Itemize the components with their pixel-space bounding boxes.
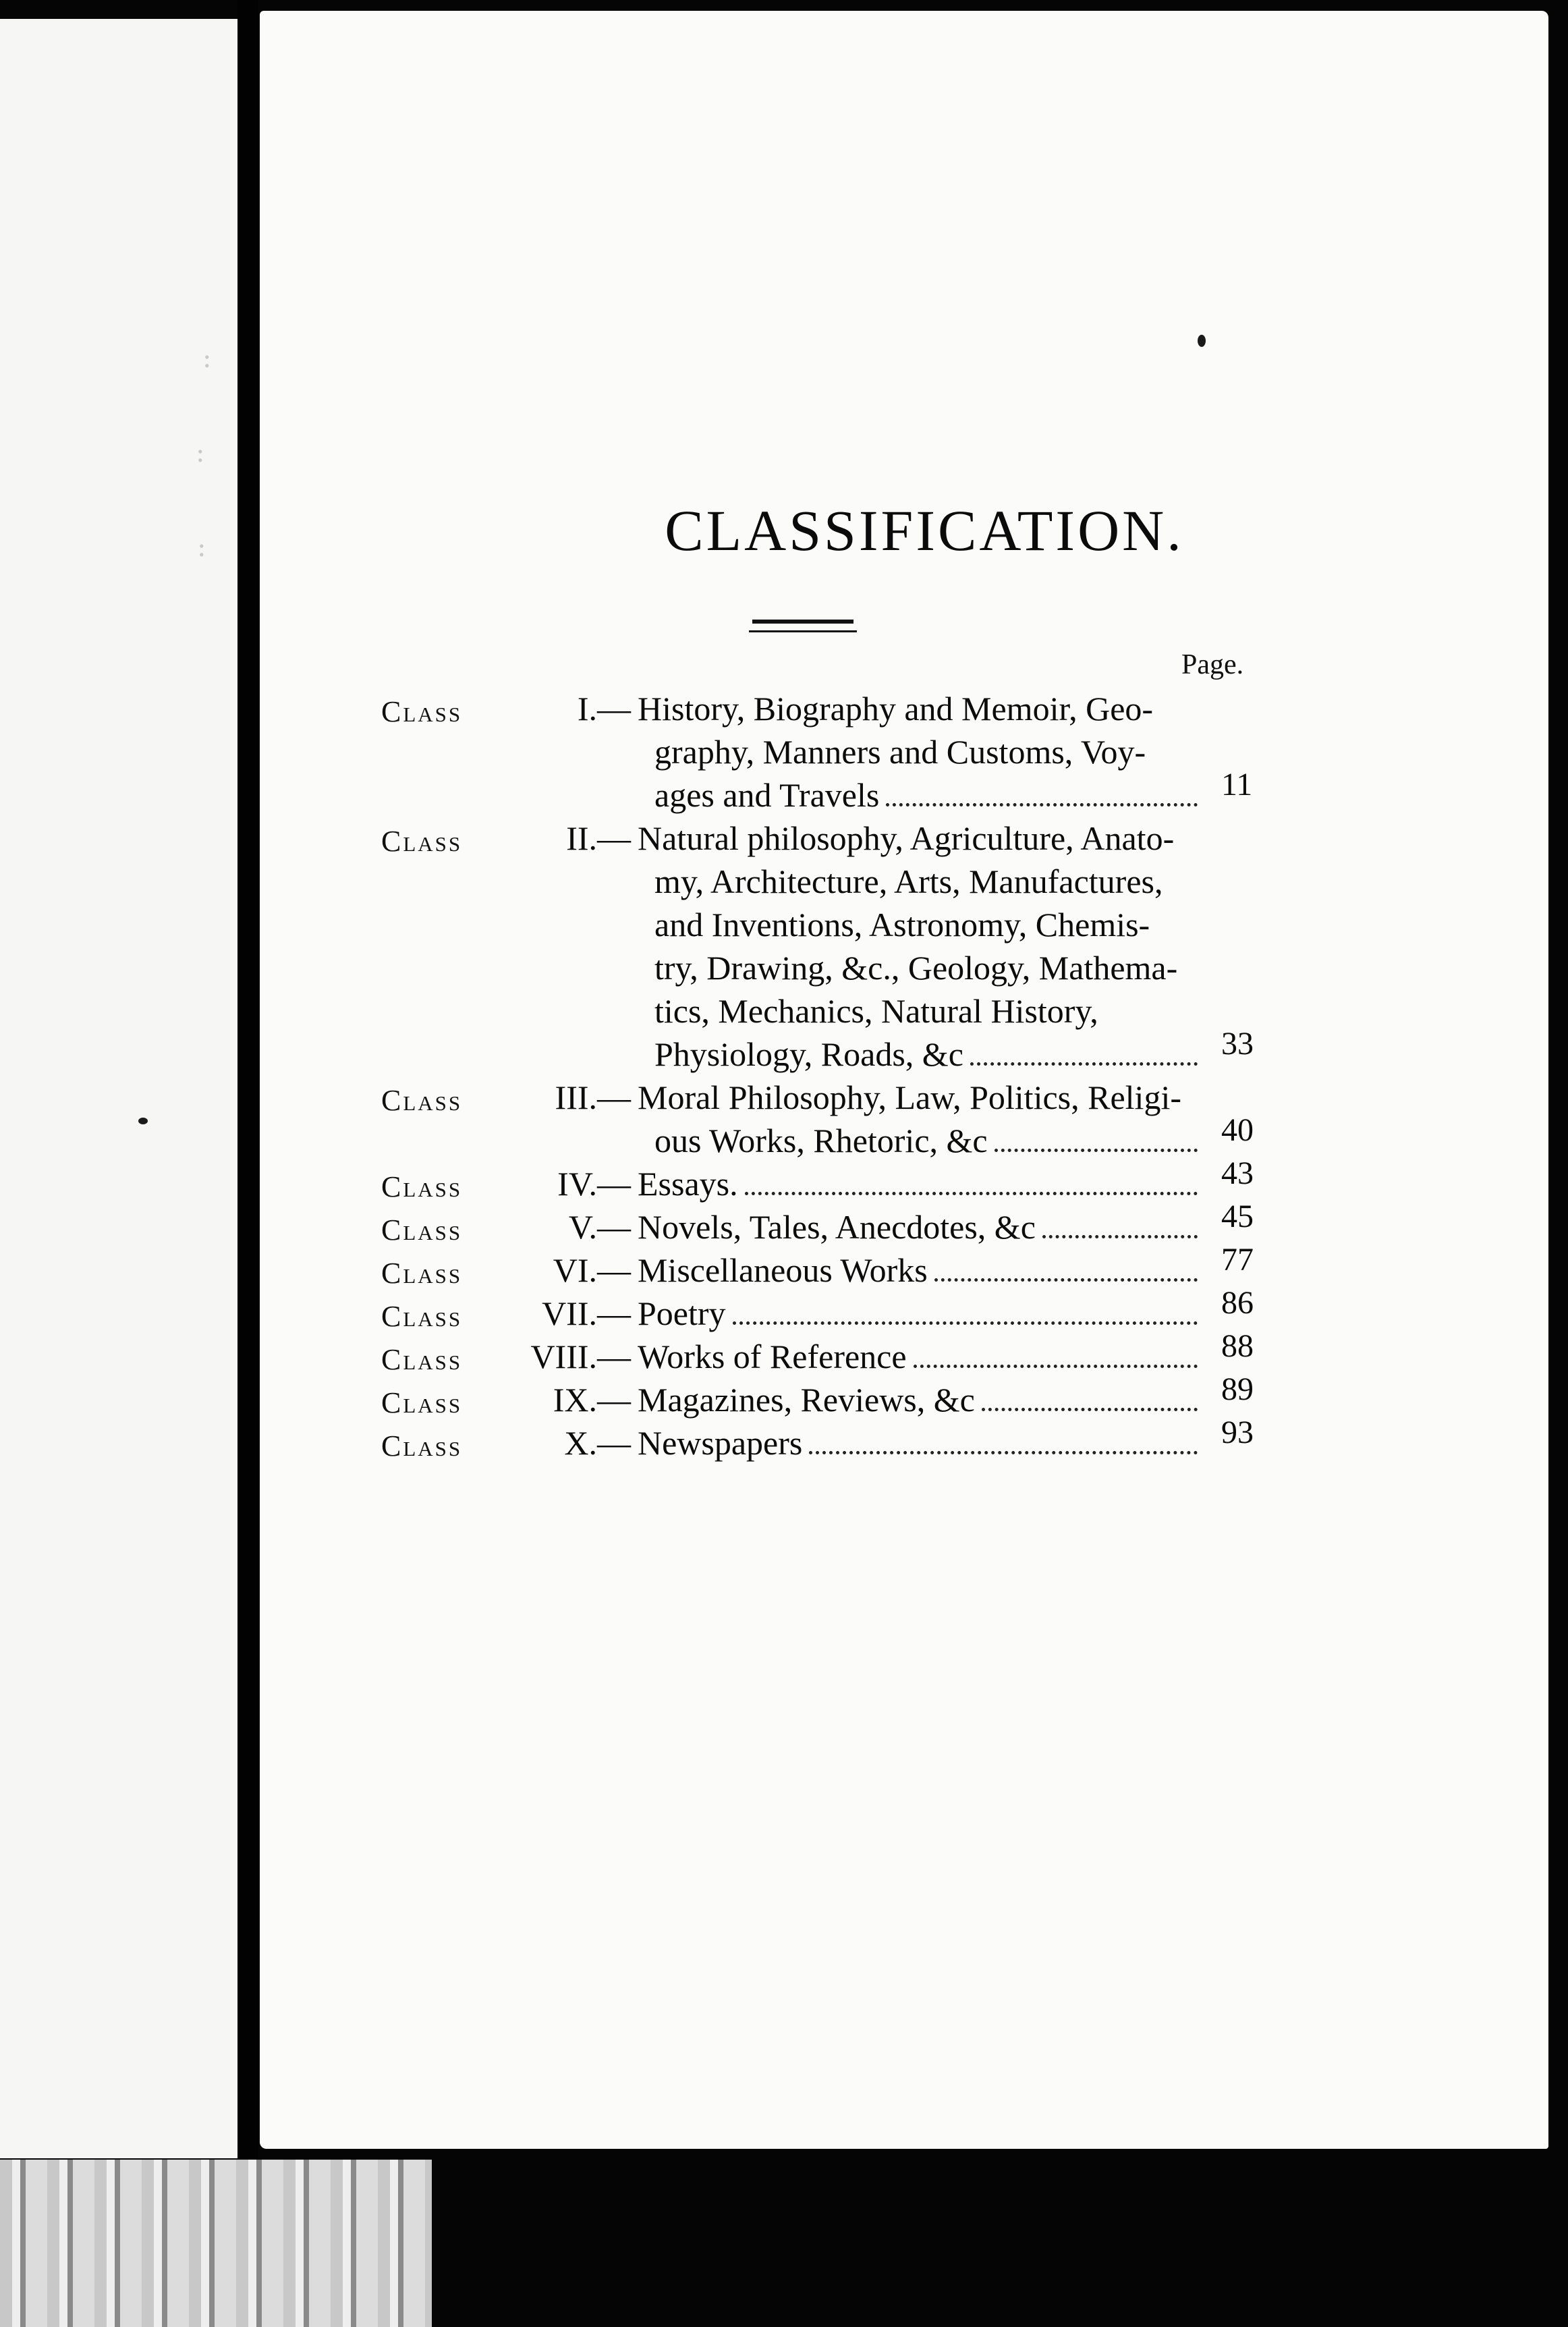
class-numeral: III.— xyxy=(555,1078,631,1116)
class-numeral: VIII.— xyxy=(530,1338,631,1375)
toc-line-with-leader xyxy=(654,1035,1204,1074)
print-speck xyxy=(138,1118,148,1124)
toc-line-text: ous Works, Rhetoric, &c xyxy=(654,1122,988,1159)
toc-line-text: Essays. xyxy=(638,1165,738,1203)
dot-leader xyxy=(995,1149,1198,1152)
dot-leader xyxy=(914,1365,1198,1368)
toc-line-text: Works of Reference xyxy=(638,1338,907,1375)
scanned-page xyxy=(260,11,1548,2149)
toc-line-text: Newspapers xyxy=(638,1424,803,1462)
facing-page xyxy=(0,19,239,2158)
toc-line-with-leader xyxy=(638,1294,1204,1333)
toc-line-with-leader xyxy=(638,1251,1204,1290)
class-numeral: IV.— xyxy=(557,1165,631,1203)
title-rule-thin xyxy=(749,630,857,632)
toc-line-with-leader xyxy=(654,1121,1204,1160)
class-numeral: IX.— xyxy=(553,1381,631,1419)
class-numeral: VII.— xyxy=(542,1294,631,1332)
class-label: Class xyxy=(381,695,463,728)
toc-line-with-leader xyxy=(638,1380,1204,1419)
toc-line-text: ages and Travels xyxy=(654,776,880,814)
page-number: 93 xyxy=(1221,1415,1254,1450)
toc-line: try, Drawing, &c., Geology, Mathema- xyxy=(654,949,1178,987)
class-numeral: I.— xyxy=(577,690,631,728)
toc-line: tics, Mechanics, Natural History, xyxy=(654,992,1098,1030)
book-binding-edge xyxy=(0,2160,432,2327)
bleed-mark: : xyxy=(197,532,206,563)
class-numeral: II.— xyxy=(566,819,631,857)
dot-leader xyxy=(886,803,1198,806)
toc-line-text: Poetry xyxy=(638,1294,726,1332)
bleed-mark: : xyxy=(196,437,205,468)
page-column-heading: Page. xyxy=(1181,649,1244,680)
dot-leader xyxy=(809,1451,1198,1454)
class-numeral: X.— xyxy=(564,1424,631,1462)
page-number: 77 xyxy=(1221,1242,1254,1278)
toc-line: my, Architecture, Arts, Manufactures, xyxy=(654,863,1163,900)
class-label: Class xyxy=(381,1300,463,1333)
class-label: Class xyxy=(381,1084,463,1117)
page-number: 88 xyxy=(1221,1328,1254,1364)
toc-line: Moral Philosophy, Law, Politics, Religi- xyxy=(638,1078,1181,1116)
class-label: Class xyxy=(381,1429,463,1462)
toc-line: History, Biography and Memoir, Geo- xyxy=(638,690,1154,728)
page-number: 89 xyxy=(1221,1371,1254,1407)
class-label: Class xyxy=(381,1170,463,1203)
print-speck xyxy=(1198,335,1206,347)
page-number: 43 xyxy=(1221,1155,1254,1191)
class-label: Class xyxy=(381,825,463,858)
class-numeral: V.— xyxy=(568,1208,631,1246)
toc-line-text: Miscellaneous Works xyxy=(638,1251,928,1289)
book-gutter xyxy=(237,0,258,2327)
class-label: Class xyxy=(381,1386,463,1419)
page-number: 33 xyxy=(1221,1026,1254,1062)
dot-leader xyxy=(982,1408,1198,1411)
toc-line-with-leader xyxy=(638,1164,1204,1203)
class-numeral: VI.— xyxy=(553,1251,631,1289)
toc-line-text: Novels, Tales, Anecdotes, &c xyxy=(638,1208,1036,1246)
class-label: Class xyxy=(381,1257,463,1290)
toc-line: Natural philosophy, Agriculture, Anato- xyxy=(638,819,1175,857)
toc-line-with-leader xyxy=(638,1207,1204,1247)
toc-line-with-leader xyxy=(654,775,1204,815)
toc-line: graphy, Manners and Customs, Voy- xyxy=(654,733,1146,771)
page-number: 45 xyxy=(1221,1199,1254,1234)
bleed-mark: : xyxy=(202,343,212,374)
toc-line-text: Magazines, Reviews, &c xyxy=(638,1381,975,1419)
toc-line-text: Physiology, Roads, &c xyxy=(654,1035,963,1073)
page-number: 86 xyxy=(1221,1285,1254,1321)
toc-line-with-leader xyxy=(638,1337,1204,1376)
class-label: Class xyxy=(381,1213,463,1247)
dot-leader xyxy=(733,1321,1198,1325)
page-number: 11 xyxy=(1221,767,1253,802)
toc-line: and Inventions, Astronomy, Chemis- xyxy=(654,906,1150,943)
dot-leader xyxy=(745,1192,1198,1195)
dot-leader xyxy=(934,1278,1198,1282)
page-number: 40 xyxy=(1221,1112,1254,1148)
page-title: CLASSIFICATION. xyxy=(665,498,1184,563)
dot-leader xyxy=(970,1062,1198,1066)
toc-line-with-leader xyxy=(638,1423,1204,1462)
dot-leader xyxy=(1042,1235,1198,1238)
title-rule xyxy=(752,620,853,624)
class-label: Class xyxy=(381,1343,463,1376)
